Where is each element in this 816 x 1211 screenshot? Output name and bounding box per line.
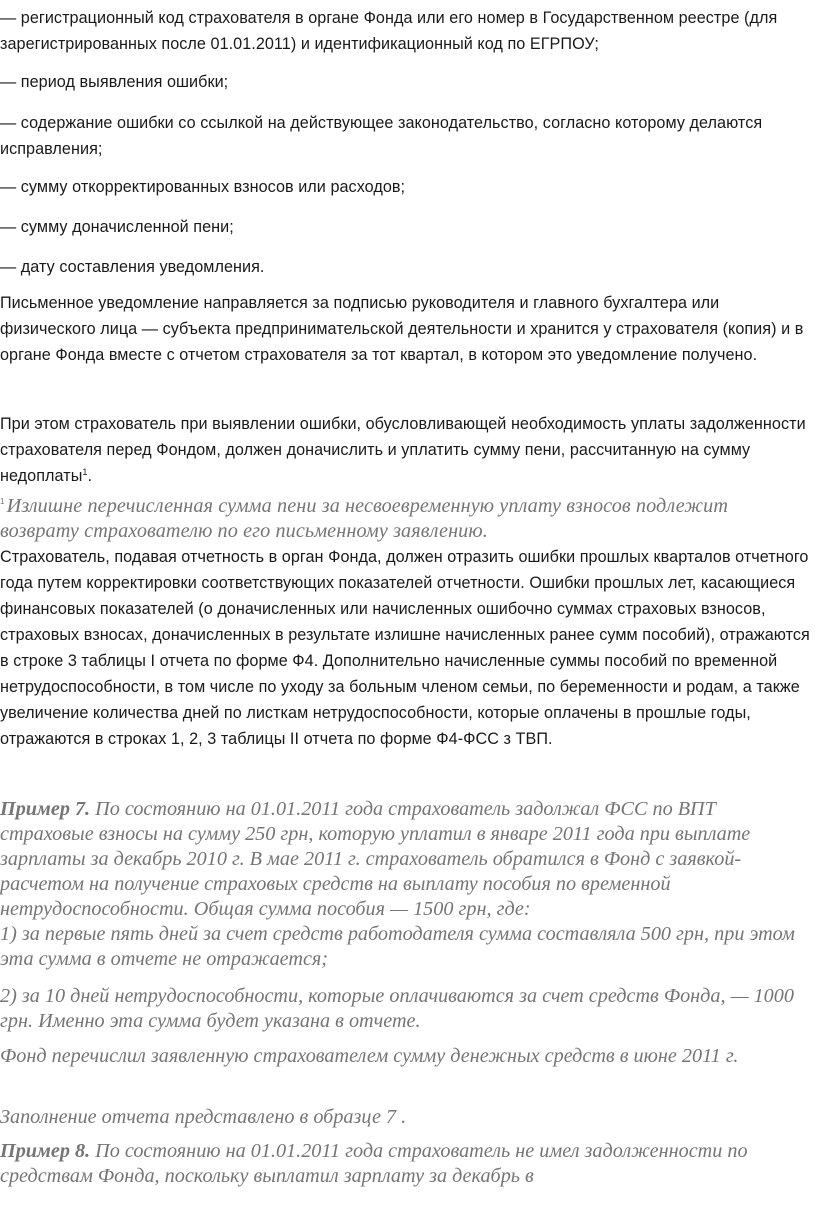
example-7-transfer: Фонд перечислил заявленную страхователем сумму денежных средств в июне 2011 г. — [0, 1045, 739, 1067]
list-item-date: — дату составления уведомления. — [0, 258, 265, 276]
list-item-error-content: — содержание ошибки со ссылкой на действующее законодательство, согласно которому делаются исправления; — [0, 114, 763, 158]
footnote — [0, 489, 812, 544]
paragraph-penalty — [0, 411, 812, 489]
example-7-sample: Заполнение отчета представлено в образце 7 . — [0, 1106, 407, 1128]
list-item-penalty-sum: — сумму доначисленной пени; — [0, 218, 234, 236]
paragraph-penalty-text: При этом страхователь при выявлении ошибки, обусловливающей необходимость уплаты задолженности страхователя перед Фондом, должен доначислить и уплатить сумму пени, рассчитанную на сумму недоплаты — [0, 415, 806, 485]
example-7-item-1: 1) за первые пять дней за счет средств работодателя сумма составляла 500 грн, при этом эта сумма в отчете не отражается; — [0, 923, 795, 970]
example-7-item-2: 2) за 10 дней нетрудоспособности, которые оплачиваются за счет средств Фонда, — 1000 грн. Именно эта сумма будет указана в отчете. — [0, 985, 794, 1032]
example-8 — [0, 1139, 812, 1189]
footnote-reference: 1 — [82, 467, 88, 477]
example-7 — [0, 797, 812, 922]
paragraph-reporting: Страхователь, подавая отчетность в орган Фонда, должен отразить ошибки прошлых кварталов отчетного года путем корректировки соответствующих показателей отчетности. Ошибки прошлых лет, касающиеся финансовых показателей (о доначисленных или начисленных ошибочно суммах страховых взносов, страховых взносах, доначисленных в результате излишне начисленных ранее сумм пособий), отражаются в строке 3 таблицы I отчета по форме Ф4. Дополнительно начисленные суммы пособий по временной нетрудоспособности, в том числе по уходу за больным членом семьи, по беременности и родам, а также увеличение количества дней по листкам нетрудоспособности, которые оплачены в прошлые годы, отражаются в строках 1, 2, 3 таблицы II отчета по форме Ф4-ФСС з ТВП. — [0, 548, 810, 748]
footnote-text: Излишне перечисленная сумма пени за несвоевременную уплату взносов подлежит возврату страхователю по его письменному заявлению. — [0, 495, 729, 542]
example-8-text: По состоянию на 01.01.2011 года страхователь не имел задолженности по средствам Фонда, поскольку выплатил зарплату за декабрь в — [0, 1140, 748, 1187]
paragraph-notice: Письменное уведомление направляется за подписью руководителя и главного бухгалтера или физического лица — субъекта предпринимательской деятельности и хранится у страхователя (копия) и в органе Фонда вместе с отчетом страхователя за тот квартал, в котором это уведомление получено. — [0, 294, 804, 364]
list-item-corrected-sum: — сумму откорректированных взносов или расходов; — [0, 178, 406, 196]
footnote-marker: 1 — [0, 497, 5, 506]
paragraph-penalty-end: . — [87, 467, 93, 485]
example-7-label: Пример 7. — [0, 798, 91, 820]
example-7-text: По состоянию на 01.01.2011 года страхователь задолжал ФСС по ВПТ страховые взносы на сумму 250 грн, которую уплатил в январе 2011 года при выплате зарплаты за декабрь 2010 г. В мае 2011 г. страхователь обратился в Фонд с заявкой-расчетом на получение страховых средств на выплату пособия по временной нетрудоспособности. Общая сумма пособия — 1500 грн, где: — [0, 798, 751, 920]
list-item-reg-code: — регистрационный код страхователя в органе Фонда или его номер в Государственном реестре (для зарегистрированных после 01.01.2011) и идентификационный код по ЕГРПОУ; — [0, 9, 778, 53]
example-8-label: Пример 8. — [0, 1140, 91, 1162]
list-item-period: — период выявления ошибки; — [0, 73, 229, 91]
